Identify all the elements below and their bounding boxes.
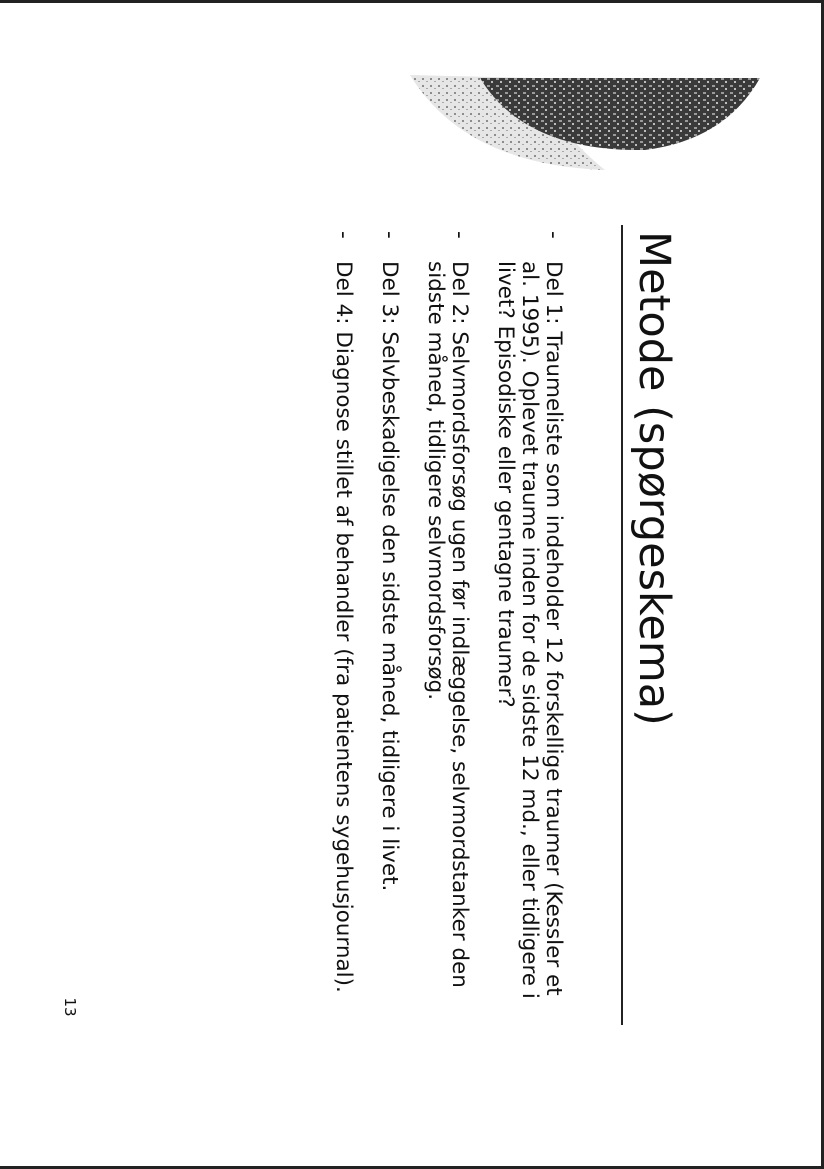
bullet-text: Del 3: Selvbeskadigelse den sidste måned, tidligere i livet.: [377, 261, 402, 892]
slide-title: Metode (spørgeskema): [629, 231, 679, 726]
scan-edge-top: [0, 0, 824, 3]
slide-content: [130, 225, 690, 1045]
page-number: [60, 998, 80, 1022]
bullet-item: [331, 225, 355, 1025]
title-divider: [621, 225, 623, 1025]
bullet-marker: -: [447, 231, 472, 239]
bullet-list: [309, 225, 565, 1025]
bullet-text: Del 1: Traumeliste som indeholder 12 forskellige traumer (Kessler et al. 1995). Oplevet traume inden for de sidste 12 md., eller tidligere i livet? Episodiske eller gentagne traumer?: [493, 261, 566, 999]
decorative-arc-graphic: [405, 70, 765, 190]
bullet-text: Del 4: Diagnose stillet af behandler (fra patientens sygehusjournal).: [331, 261, 356, 993]
bullet-marker: -: [331, 231, 356, 239]
bullet-marker: -: [541, 231, 566, 239]
bullet-text: Del 2: Selvmordsforsøg ugen før indlæggelse, selvmordstanker den sidste måned, tidligere selvmordsforsøg.: [423, 261, 472, 988]
bullet-item: [377, 225, 401, 1025]
page-number-text: 13: [61, 997, 79, 1017]
bullet-item: [493, 225, 565, 1025]
bullet-item: [423, 225, 471, 1025]
bullet-marker: -: [377, 231, 402, 239]
